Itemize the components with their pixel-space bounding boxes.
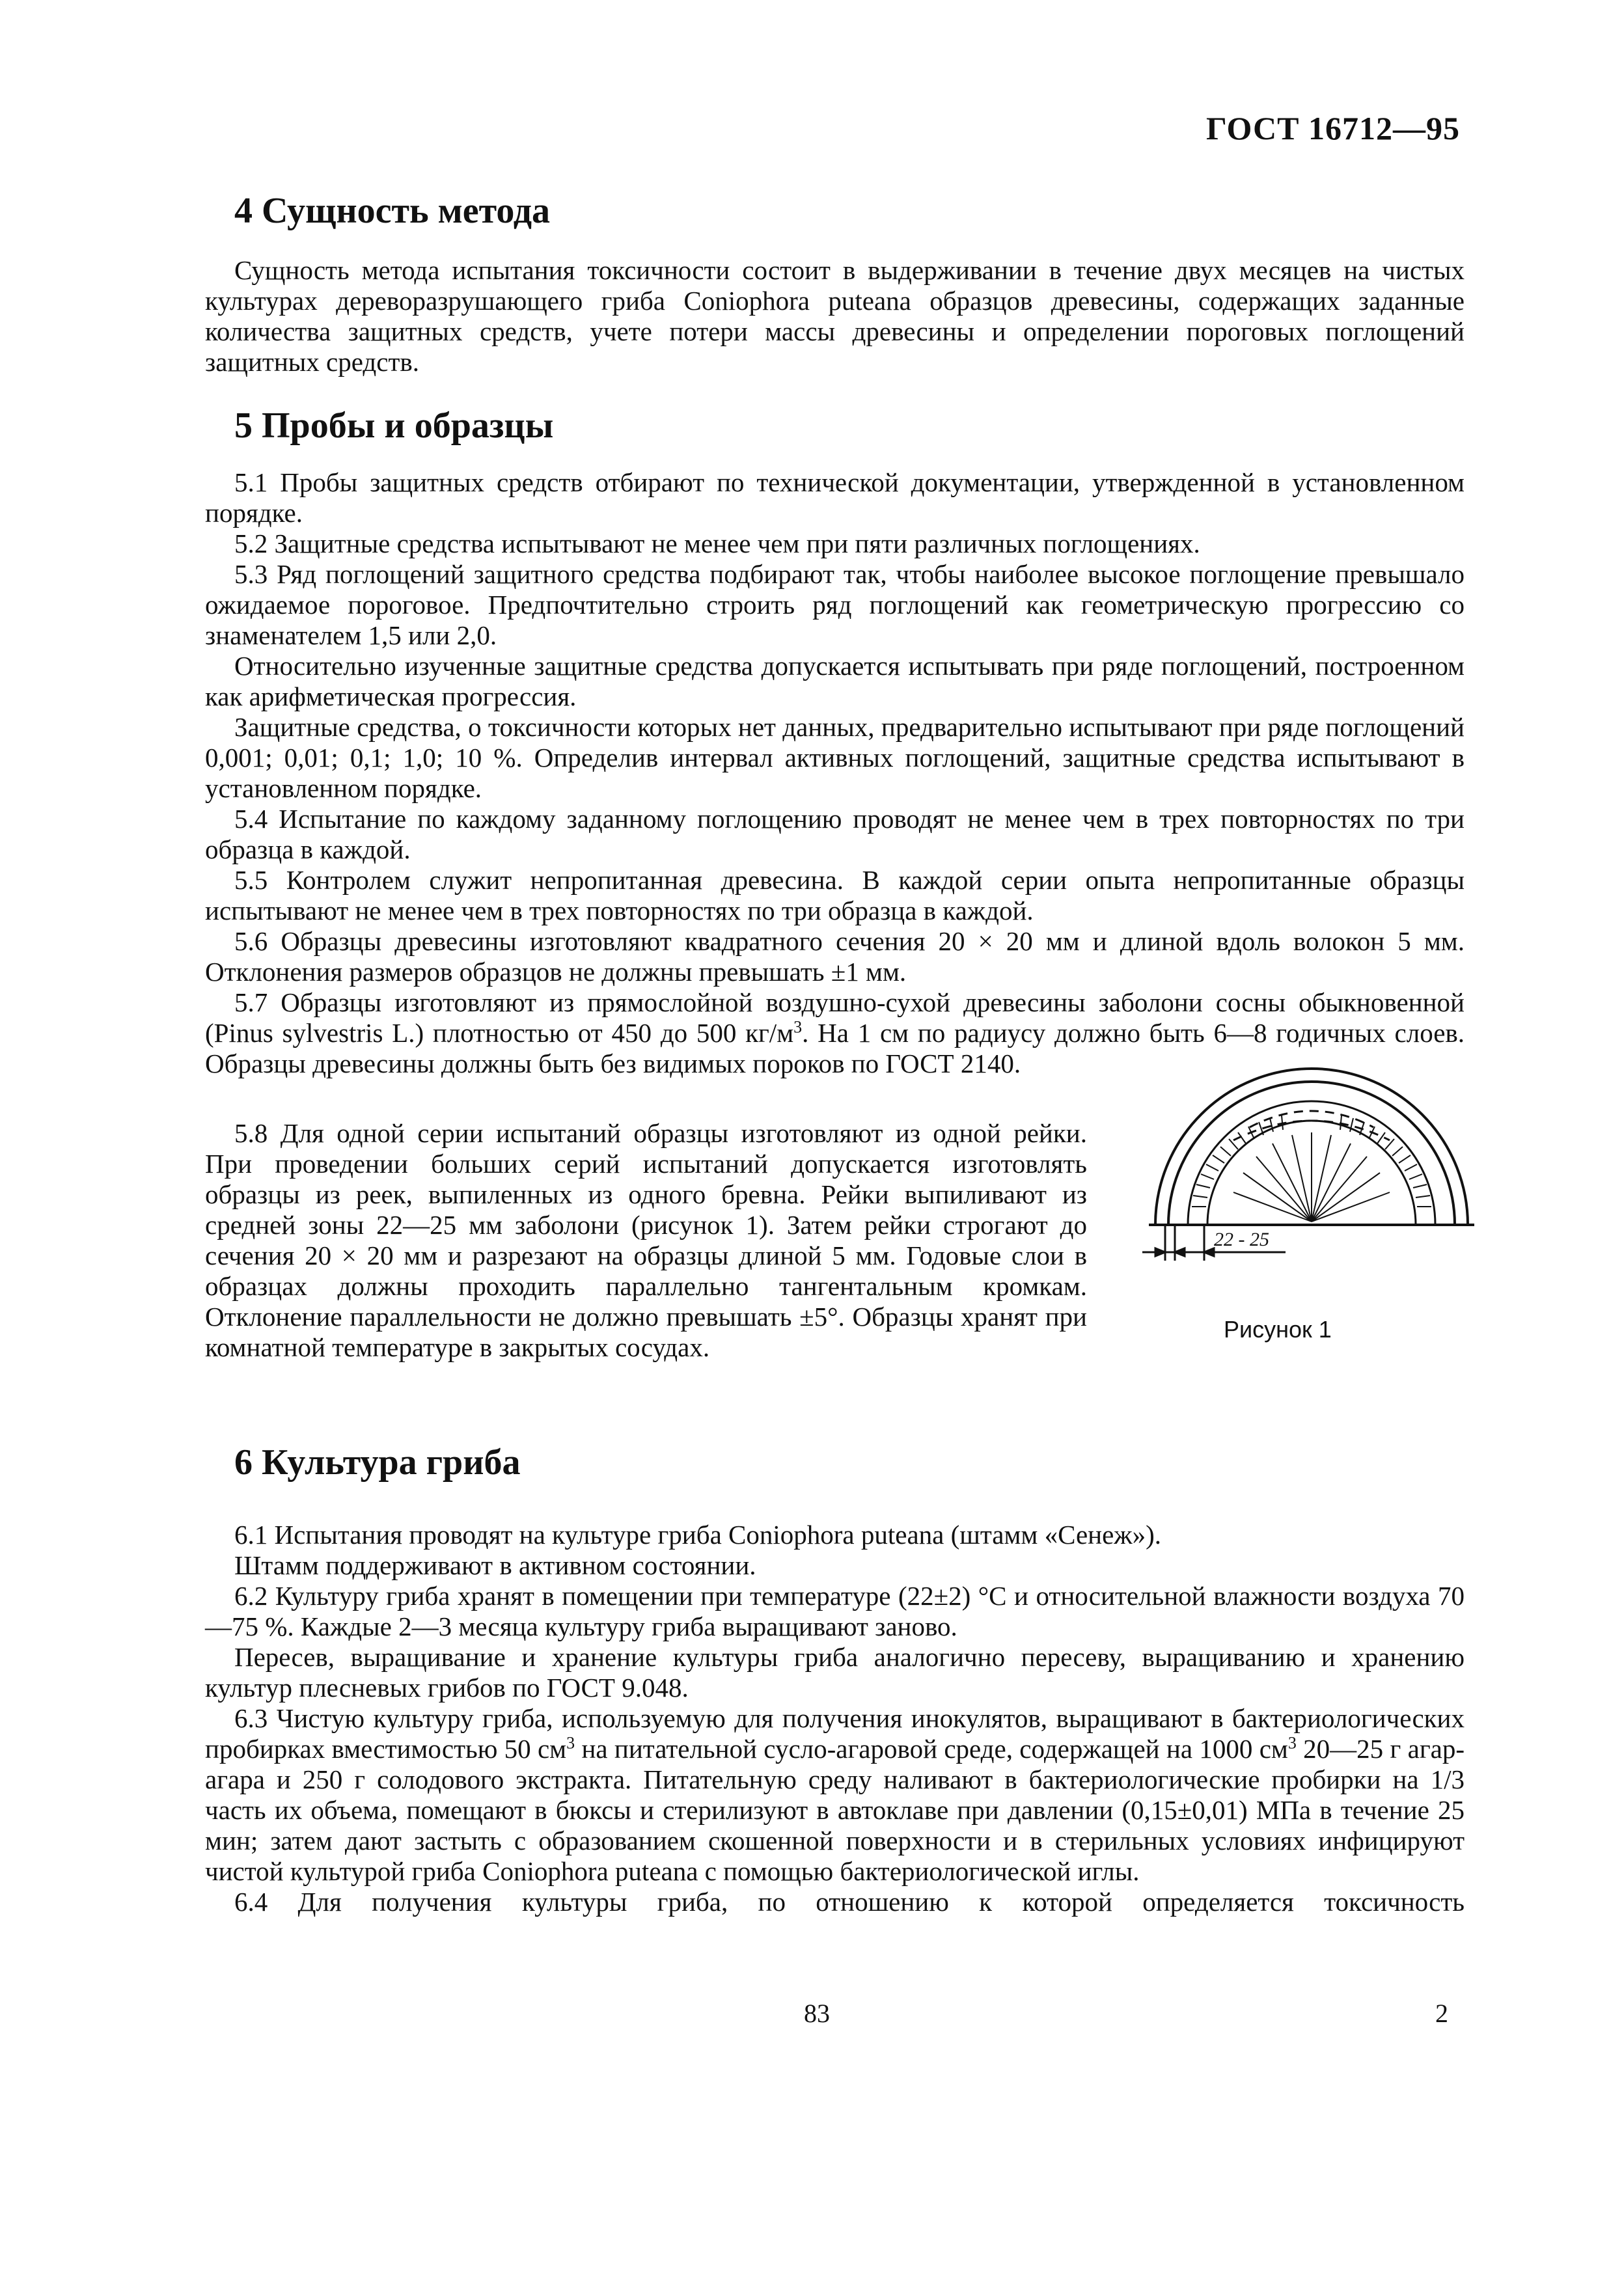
cubic-superscript: 3 [793, 1017, 803, 1037]
fraction-one-third: 1/3 [1430, 1764, 1465, 1794]
paragraph-6-3-part-d: часть их объема, помещают в бюксы и стерилизуют в автоклаве при давлении (0,15±0,01) МПа в течение 25 мин; затем дают застыть с образованием скошенной поверхности и в стерильных условиях инфицируют чистой культурой гриба Coniophora puteana с помощью бактериологической иглы. [205, 1795, 1465, 1886]
paragraph-6-2-reseeding: Пересев, выращивание и хранение культуры гриба аналогично пересеву, выращиванию и хранению культур плесневых грибов по ГОСТ 9.048. [205, 1642, 1465, 1703]
paragraph-5-3: 5.3 Ряд поглощений защитного средства подбирают так, чтобы наиболее высокое поглощение превышало ожидаемое пороговое. Предпочтительно строить ряд поглощений как геометрическую прогрессию со знаменателем 1,5 или 2,0. [205, 559, 1465, 650]
sheet-number: 2 [1435, 1999, 1448, 2028]
paragraph-5-1: 5.1 Пробы защитных средств отбирают по технической документации, утвержденной в установленном порядке. [205, 467, 1465, 528]
paragraph-5-8: 5.8 Для одной серии испытаний образцы изготовляют из одной рейки. При проведении больших серий испытаний допускается изготовлять образцы из реек, выпиленных из одного бревна. Рейки выпиливают из средней зоны 22—25 мм заболони (рисунок 1). Затем рейки строгают до сечения 20 × 20 мм и разрезают на образцы длиной 5 мм. Годовые слои в образцах должны проходить параллельно тангентальным кромкам. Отклонение параллельности не должно превышать ±5°. Образцы хранят при комнатной температуре в закрытых сосудах. [205, 1118, 1087, 1362]
cubic-superscript-2: 3 [1287, 1733, 1297, 1753]
dimension-label: 22 - 25 [1214, 1229, 1269, 1250]
figure-1-caption: Рисунок 1 [1224, 1316, 1332, 1343]
paragraph-6-2: 6.2 Культуру гриба хранят в помещении при температуре (22±2) °С и относительной влажности воздуха 70—75 %. Каждые 2—3 месяца культуру гриба выращивают заново. [205, 1581, 1465, 1641]
figure-1 [1136, 1062, 1487, 1277]
heartwood-rays [1233, 1132, 1390, 1222]
paragraph-5-7-part-a: 5.7 Образцы изготовляют из прямослойной воздушно-сухой древесины заболони сосны обыкновенной (Pinus sylvestris L.) плотностью от 450 до 500 кг/м [205, 987, 1465, 1048]
section-5-body [205, 467, 1465, 1079]
section-5-8-body [205, 1118, 1087, 1363]
paragraph-5-4: 5.4 Испытание по каждому заданному поглощению проводят не менее чем в трех повторностях по три образца в каждой. [205, 804, 1465, 864]
paragraph-6-3-part-c: 20—25 г агар-агара и 250 г солодового экстракта. Питательную среду наливают в бактериологические пробирки на [205, 1734, 1465, 1794]
section-6-title: 6 Культура гриба [234, 1442, 521, 1483]
paragraph-6-3-part-a: 6.3 Чистую культуру гриба, используемую для получения инокулятов, выращивают в бактериологических пробирках вместимостью 50 см [205, 1703, 1465, 1764]
paragraph-5-2: 5.2 Защитные средства испытывают не менее чем при пяти различных поглощениях. [234, 528, 1200, 558]
section-4-title: 4 Сущность метода [234, 191, 551, 231]
section-6-body [205, 1520, 1465, 1917]
section-4-body [205, 255, 1465, 377]
log-cross-section-diagram [1136, 1062, 1487, 1277]
paragraph-5-6: 5.6 Образцы древесины изготовляют квадратного сечения 20 × 20 мм и длиной вдоль волокон 5 мм. Отклонения размеров образцов не должны превышать ±1 мм. [205, 926, 1465, 987]
cubic-superscript-1: 3 [566, 1733, 575, 1753]
section-5-title: 5 Пробы и образцы [234, 405, 554, 446]
paragraph-6-3 [205, 1703, 1465, 1887]
paragraph-6-3-part-b: на питательной сусло-агаровой среде, содержащей на 1000 см [575, 1734, 1288, 1764]
page-number: 83 [804, 1999, 830, 2028]
paragraph-5-3-arithmetic: Относительно изученные защитные средства допускается испытывать при ряде поглощений, построенном как арифметическая прогрессия. [205, 651, 1465, 711]
paragraph-5-7-part-b: . На 1 см по радиусу должно быть 6—8 годичных слоев. Образцы древесины должны быть без видимых пороков по ГОСТ 2140. [205, 1018, 1465, 1078]
document-code: ГОСТ 16712—95 [1205, 110, 1460, 146]
paragraph-5-3-unknown: Защитные средства, о токсичности которых нет данных, предварительно испытывают при ряде поглощений 0,001; 0,01; 0,1; 1,0; 10 %. Определив интервал активных поглощений, защитные средства испытывают в установленном порядке. [205, 712, 1465, 803]
paragraph-5-5: 5.5 Контролем служит непропитанная древесина. В каждой серии опыта непропитанные образцы испытывают не менее чем в трех повторностях по три образца в каждой. [205, 865, 1465, 925]
section-4-paragraph: Сущность метода испытания токсичности состоит в выдерживании в течение двух месяцев на чистых культурах дереворазрушающего гриба Coniophora puteana образцов древесины, содержащих заданные количества защитных средств, учете потери массы древесины и определении пороговых поглощений защитных средств. [205, 255, 1465, 377]
paragraph-6-1: 6.1 Испытания проводят на культуре гриба Coniophora puteana (штамм «Сенеж»). [234, 1520, 1162, 1550]
paragraph-6-4: 6.4 Для получения культуры гриба, по отношению к которой определяется токсичность [234, 1887, 1465, 1917]
paragraph-6-1-strain: Штамм поддерживают в активном состоянии. [234, 1550, 756, 1580]
